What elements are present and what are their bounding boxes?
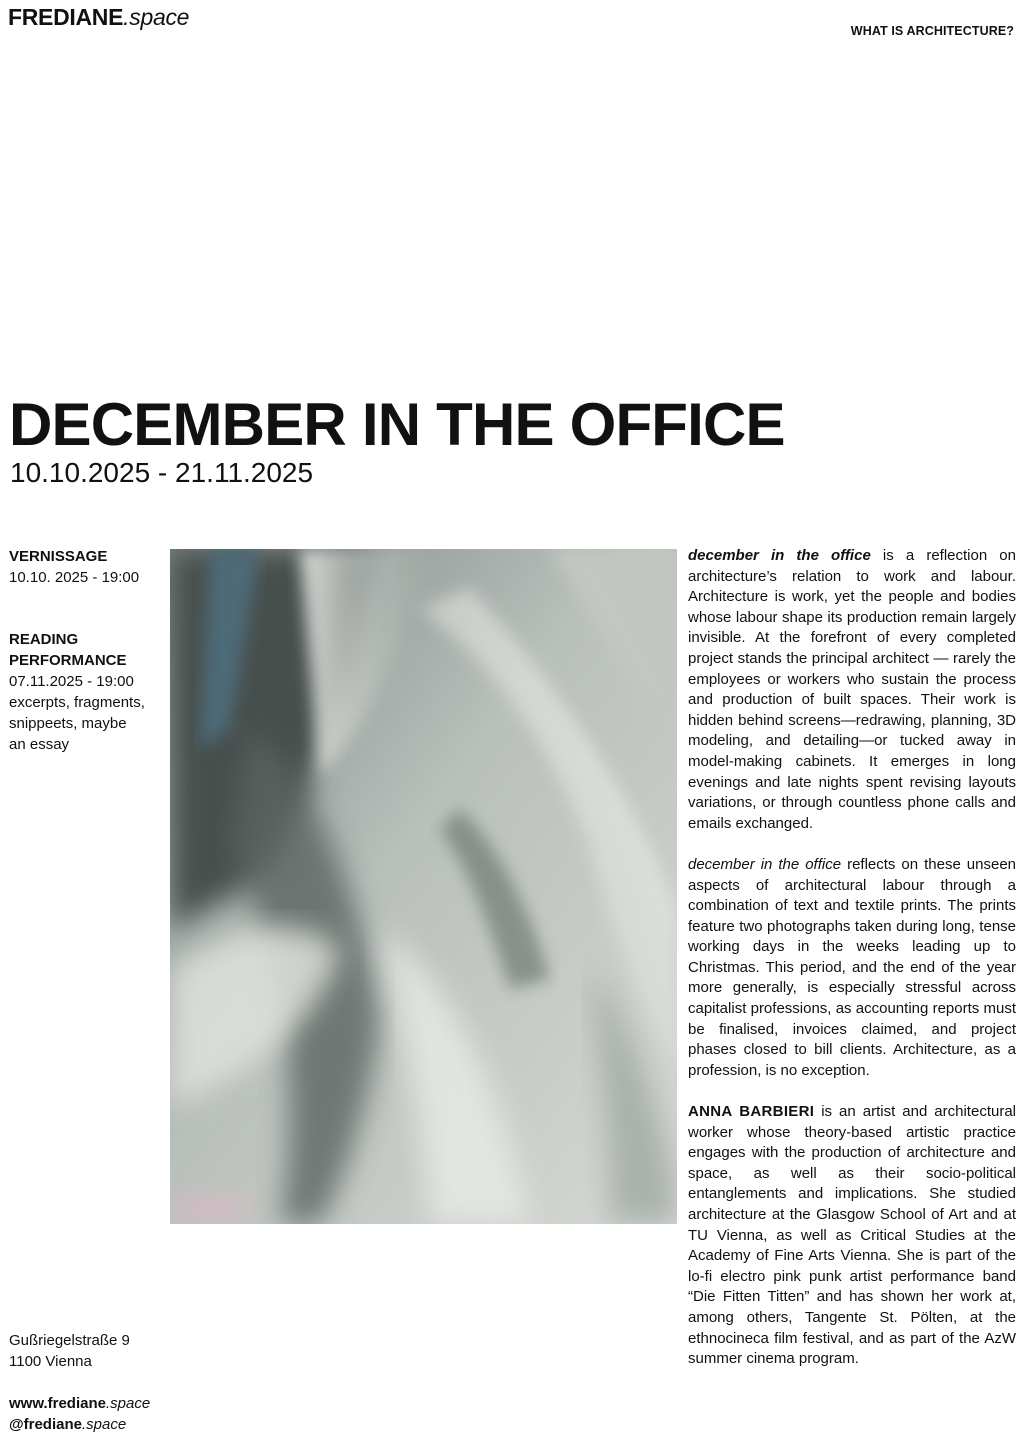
address-city: 1100 Vienna — [9, 1353, 92, 1370]
paragraph-2-lead: december in the office — [688, 855, 842, 873]
nav-link-what-is-architecture[interactable]: WHAT IS ARCHITECTURE? — [850, 24, 1014, 38]
paragraph-1-lead: december in the office — [688, 547, 871, 564]
website-link-italic: .space — [105, 1395, 151, 1412]
description-column — [688, 546, 1016, 1390]
fabric-photo — [170, 549, 677, 1224]
site-logo[interactable] — [8, 4, 189, 31]
reading-time: 07.11.2025 - 19:00 — [9, 673, 134, 690]
paragraph-2 — [688, 855, 1016, 1082]
instagram-link-italic: .space — [81, 1416, 127, 1433]
website-link-bold: www.frediane — [9, 1395, 106, 1412]
paragraph-3-text: is an artist and architectural worker whose theory-based artistic practice engages with the production of architecture and space, as well as their socio-political entanglements and implications. She studied architecture at the Glasgow School of Art and at TU Vienna, as well as Critical Studies at the Academy of Fine Arts Vienna. She is part of the lo-fi electro pink punk artist performance band “Die Fitten Titten” and has shown her work at, among others, Tangente St. Pölten, at the ethnocineca film festival, and as part of the AzW summer cinema program. — [688, 1103, 1016, 1368]
address-street: Gußriegelstraße 9 — [9, 1332, 130, 1349]
reading-label-1: READING — [9, 631, 79, 648]
reading-label-2: PERFORMANCE — [9, 652, 127, 669]
paragraph-3 — [688, 1102, 1016, 1370]
paragraph-3-lead: ANNA BARBIERI — [688, 1103, 815, 1121]
contact-links — [9, 1393, 150, 1435]
instagram-link-bold: @frediane — [9, 1416, 82, 1433]
event-title: DECEMBER IN THE OFFICE — [9, 391, 785, 458]
reading-desc-2: snippeets, maybe — [9, 715, 127, 732]
schedule-vernissage — [9, 546, 169, 588]
reading-desc-3: an essay — [9, 736, 70, 753]
schedule-reading — [9, 629, 169, 755]
event-dates: 10.10.2025 - 21.11.2025 — [10, 457, 314, 488]
address — [9, 1330, 130, 1372]
website-link[interactable] — [9, 1393, 150, 1414]
paragraph-1 — [688, 546, 1016, 834]
vernissage-label: VERNISSAGE — [9, 548, 108, 565]
paragraph-1-text: is a reflection on architecture’s relation to work and labour. Architecture is work, yet the people and bodies whose labour shape its production remain largely invisible. At the forefront of every completed project stands the principal architect — rarely the employees or workers who sustain the process and production of built spaces. Their work is hidden behind screens—redrawing, planning, 3D modeling, and detailing—or tucked away in model-making cabinets. It emerges in long evenings and late nights spent revising layouts variations, or through countless phone calls and emails exchanged. — [688, 547, 1016, 832]
reading-desc-1: excerpts, fragments, — [9, 694, 145, 711]
fabric-photo-graphic — [170, 549, 677, 1224]
vernissage-time: 10.10. 2025 - 19:00 — [9, 569, 140, 586]
paragraph-2-text: reflects on these unseen aspects of architectural labour through a combination of text and textile prints. The prints feature two photographs taken during long, tense working days in the weeks leading up to Christmas. This period, and the end of the year more generally, is especially stressful across capitalist professions, as accounting reports must be finalised, invoices claimed, and project phases closed to bill clients. Architecture, as a profession, is no exception. — [688, 855, 1016, 1079]
logo-wordmark: FREDIANE — [8, 4, 124, 30]
logo-suffix: .space — [123, 4, 190, 30]
instagram-link[interactable] — [9, 1414, 150, 1435]
